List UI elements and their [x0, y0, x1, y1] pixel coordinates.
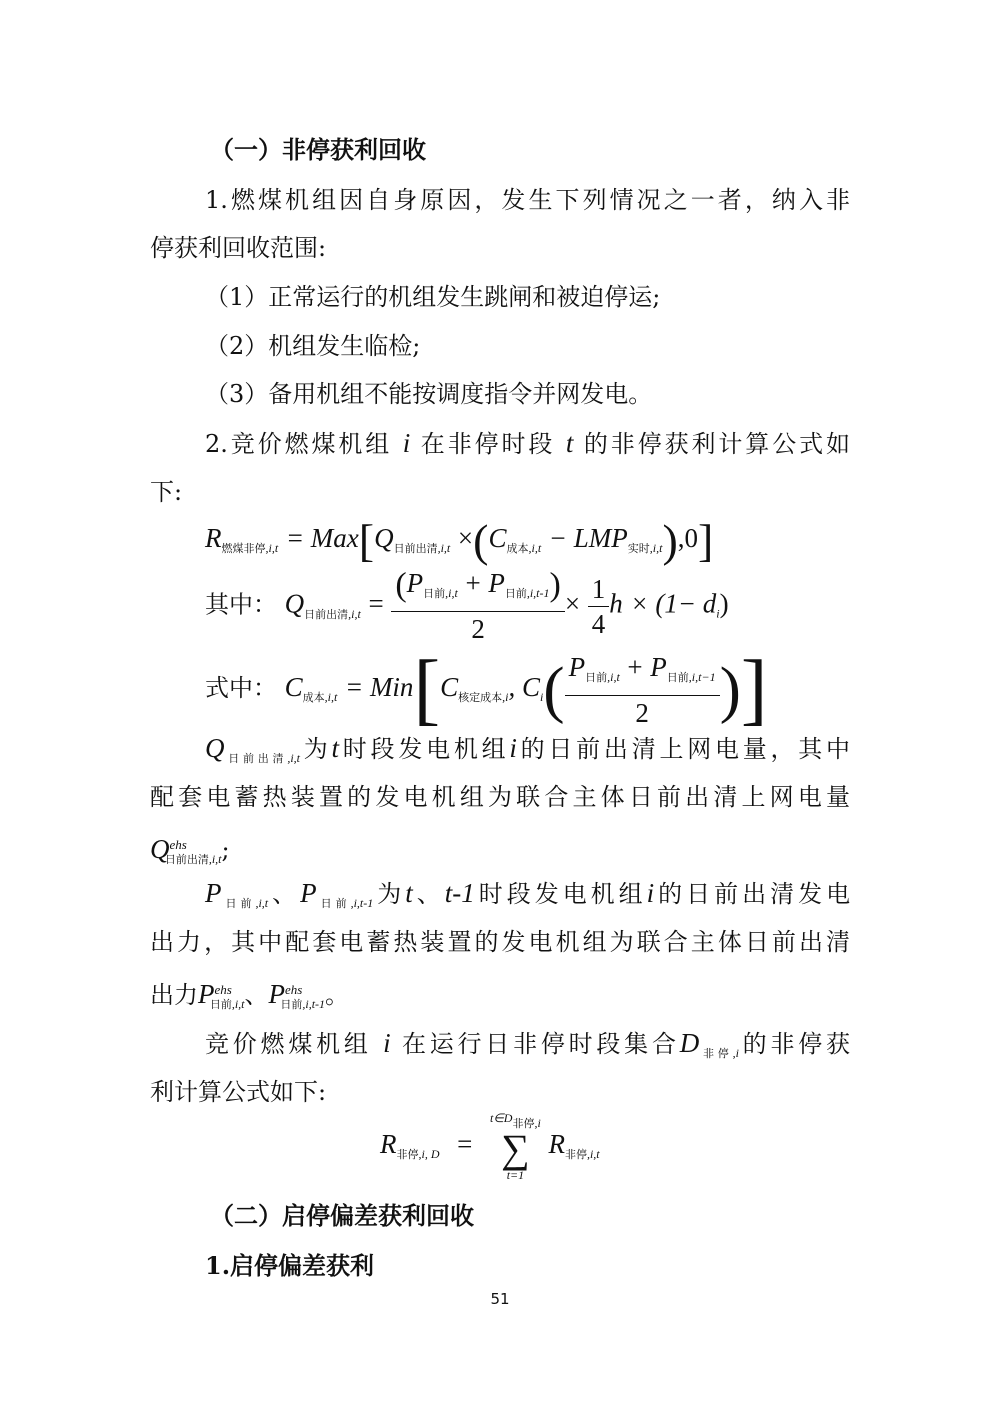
formula-sum: $R_{非停,i, D}$ = $t\in D_{非停,i}$ ∑ t=1 $R_{非停,i,t}$ — [380, 1111, 600, 1182]
list-item-3: （3）备用机组不能按调度指令并网发电。 — [205, 380, 653, 408]
section-heading-1: （一）非停获利回收 — [210, 135, 426, 164]
q-definition-line-3: $Q^{ehs}_{日前出清,i,t}$; — [150, 834, 230, 866]
paragraph-1-line-2: 停获利回收范围: — [150, 234, 327, 262]
paragraph-3-line-2: 利计算公式如下: — [150, 1078, 327, 1106]
q-definition-line-2: 配套电蓄热装置的发电机组为联合主体日前出清上网电量 — [150, 783, 850, 811]
section-heading-2: （二）启停偏差获利回收 — [210, 1201, 474, 1230]
q-definition-line-1: $Q_{日前出清,i,t}$为t时段发电机组i的日前出清上网电量，其中 — [205, 733, 851, 765]
paragraph-3-line-1: 竞价燃煤机组 i 在运行日非停时段集合$D_{非停,i}$的非停获 — [205, 1028, 851, 1060]
formula-cost: 式中： $C_{成本,i,t} = Min[C_{核定成本,i}$, $C_i$( $\frac{P_{日前,i,t} + P_{日前,i,t-1}}{2}$ )] — [205, 645, 768, 733]
p-definition-line-1: $P_{日前,i,t}$、$P_{日前,i,t-1}$为t、t-1时段发电机组i的日前出清发电 — [205, 878, 851, 910]
subsection-heading: 1.启停偏差获利 — [205, 1251, 375, 1280]
paragraph-2-line-2: 下: — [150, 478, 183, 506]
page-number: 51 — [490, 1290, 510, 1308]
list-item-2: （2）机组发生临检; — [205, 332, 421, 360]
formula-day-ahead-energy: 其中： $Q_{日前出清,i,t}$ = $\frac{(P_{日前,i,t} + P_{日前,i,t-1})}{2}$ × $\frac{1}{4}$ $h \times (1- d_i)$ — [205, 566, 729, 644]
paragraph-1-line-1: 1.燃煤机组因自身原因，发生下列情况之一者，纳入非 — [205, 186, 850, 214]
formula-nonstop-profit: $R_{燃煤非停,i,t} = Max[Q_{日前出清,i,t} \times(C_{成本,i,t} - LMP_{实时,i,t}),0]$ — [205, 515, 714, 566]
p-definition-line-3: 出力$P^{ehs}_{日前,i,t}$、$P^{ehs}_{日前,i,t-1}$。 — [150, 979, 350, 1011]
p-definition-line-2: 出力，其中配套电蓄热装置的发电机组为联合主体日前出清 — [150, 928, 850, 956]
paragraph-2-line-1: 2.竞价燃煤机组 i 在非停时段 t 的非停获利计算公式如 — [205, 428, 851, 458]
list-item-1: （1）正常运行的机组发生跳闸和被迫停运; — [205, 283, 661, 311]
